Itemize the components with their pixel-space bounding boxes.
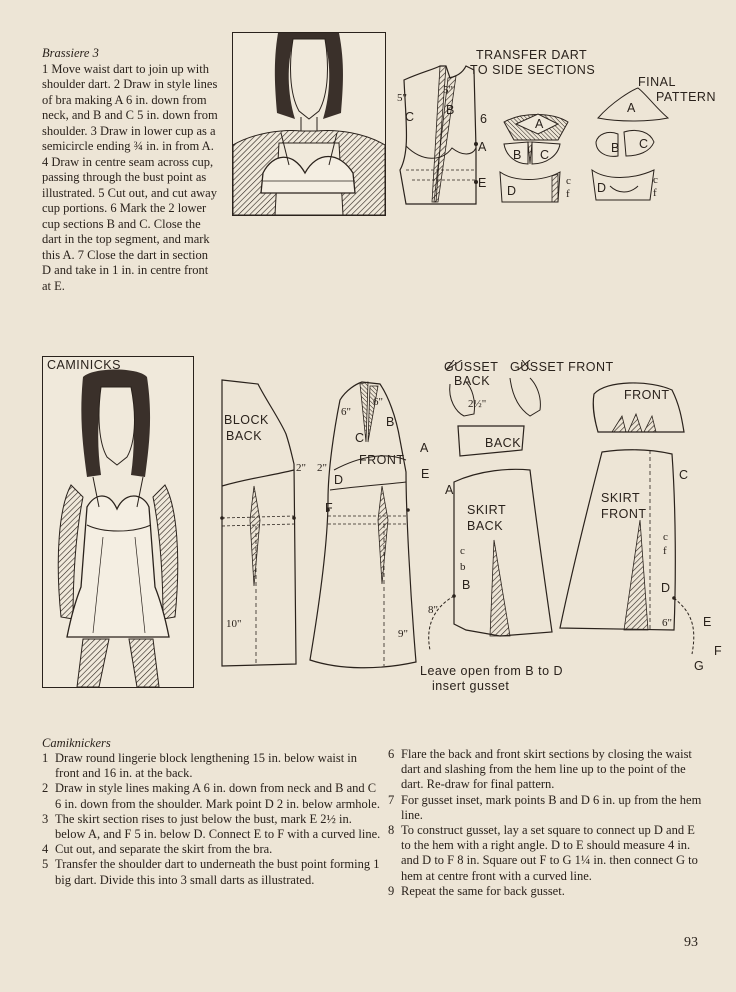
brassiere-instructions	[42, 46, 220, 294]
dim-2b: 2"	[317, 462, 327, 474]
skirt-back-1: SKIRT	[467, 503, 507, 517]
skirt-back-2: BACK	[467, 519, 504, 533]
transfer-c: C	[540, 148, 550, 162]
front-a: A	[420, 441, 429, 455]
transfer-f-small: f	[566, 188, 570, 200]
label-5a: 5"	[397, 92, 407, 104]
label-a: A	[478, 140, 487, 154]
transfer-a: A	[535, 117, 544, 131]
label-c: C	[405, 110, 415, 124]
block-back-1: BLOCK	[224, 413, 269, 427]
skirt-front-d: D	[661, 581, 671, 595]
front-c: C	[355, 431, 365, 445]
leave-open-note-1: Leave open from B to D	[420, 664, 564, 678]
skirt-front-c-small: c	[663, 531, 668, 543]
instruction-item: 8 To construct gusset, lay a set square to connect up D and E to the hem with a right angle. D to E should measure 4 in. and D to F 8 in. Square out F to G 1¼ in. then connect G to hem at centre front with a curved line.	[388, 823, 698, 883]
skirt-back-c: c	[460, 545, 465, 557]
dim-6: 6"	[662, 617, 672, 629]
final-f-small: f	[653, 187, 657, 199]
skirt-front-1: SKIRT	[601, 491, 641, 505]
transfer-b: B	[513, 148, 522, 162]
final-c: C	[639, 137, 649, 151]
caminicks-panel-title: CAMINICKS	[47, 358, 121, 372]
instruction-item: 4 Cut out, and separate the skirt from the bra.	[42, 842, 273, 857]
instructions-right-column	[388, 747, 704, 899]
instruction-item: 6 Flare the back and front skirt sections by closing the waist dart and slashing from the hem line up to the point of the dart. Re-draw for final pattern.	[388, 747, 692, 792]
skirt-front-2: FRONT	[601, 507, 647, 521]
transfer-d: D	[507, 184, 517, 198]
brassiere-heading: Brassiere 3	[42, 46, 99, 60]
bra-back-label: BACK	[485, 436, 522, 450]
label-e: E	[478, 176, 487, 190]
block-back-2: BACK	[226, 429, 263, 443]
gusset-e: E	[703, 615, 712, 629]
skirt-back-b-small: b	[460, 561, 466, 573]
dim-6a: 6"	[341, 406, 351, 418]
gusset-front: GUSSET FRONT	[510, 360, 614, 374]
dim-6b: 6"	[373, 396, 383, 408]
skirt-front-c: C	[679, 468, 689, 482]
front-label: FRONT	[359, 453, 405, 467]
transfer-c-small: c	[566, 175, 571, 187]
final-a: A	[627, 101, 636, 115]
skirt-back-a: A	[445, 483, 454, 497]
front-d: D	[334, 473, 344, 487]
final-title-2: PATTERN	[656, 90, 716, 104]
final-title-1: FINAL	[638, 75, 676, 89]
instruction-item: 9 Repeat the same for back gusset.	[388, 883, 565, 898]
skirt-front-f-small: f	[663, 545, 667, 557]
label-5b: 5"	[443, 84, 453, 96]
dim-8: 8"	[428, 604, 438, 616]
leave-open-note-2: insert gusset	[432, 679, 510, 693]
label-6: 6	[480, 112, 488, 126]
front-f: F	[325, 501, 334, 515]
camiknickers-heading: Camiknickers	[42, 736, 111, 750]
front-b: B	[386, 415, 395, 429]
final-b: B	[611, 141, 620, 155]
brassiere-illustration-panel	[232, 32, 386, 216]
instruction-item: 7 For gusset inset, mark points B and D 6 in. up from the hem line.	[388, 792, 702, 822]
front-e: E	[421, 467, 430, 481]
dim-9: 9"	[398, 628, 408, 640]
brassiere-figure-image	[233, 33, 385, 215]
instructions-left-column	[42, 751, 382, 888]
instruction-item: 1 Draw round lingerie block lengthening 15 in. below waist in front and 16 in. at the back.	[42, 751, 358, 781]
gusset-f: F	[714, 644, 723, 658]
gusset-g: G	[694, 659, 705, 673]
label-b: B	[446, 103, 455, 117]
instruction-item: 3 The skirt section rises to just below the bust, mark E 2½ in. below A, and F 5 in. below D. Connect E to F with a curved line.	[42, 811, 381, 842]
transfer-title-1: TRANSFER DART	[476, 48, 588, 62]
caminicks-figure-image	[43, 357, 193, 687]
transfer-title-2: TO SIDE SECTIONS	[470, 63, 596, 77]
gusset-back-2: BACK	[454, 374, 491, 388]
page-number: 93	[684, 935, 698, 950]
brassiere-body: 1 Move waist dart to join up with shoulder dart. 2 Draw in style lines of bra making A 6 in. down from neck, and B and C 5 in. down from shoulder. 3 Draw in lower cup as a semicircle ending ¾ in. in from A. 4 Draw in centre seam across cup, passing through the bust point as illustrated. 5 Cut out, and cut away cup portions. 6 Mark the 2 lower cup sections B and C. Close the dart in the top segment, and mark this A. 7 Close the dart in section D and take in 1 in. in centre front at E.	[42, 61, 218, 293]
instruction-item: 5 Transfer the shoulder dart to underneath the bust point forming 1 big dart. Divide this into 3 small darts as illustrated.	[42, 857, 380, 887]
bra-front-label: FRONT	[624, 388, 670, 402]
caminicks-illustration-panel	[42, 356, 194, 688]
skirt-back-b: B	[462, 578, 471, 592]
final-c-small: c	[653, 174, 658, 186]
instruction-item: 2 Draw in style lines making A 6 in. down from neck and B and C 6 in. down from the shoulder. Mark point D 2 in. below armhole.	[42, 781, 380, 811]
dim-2a: 2"	[296, 462, 306, 474]
dim-2-half: 2½"	[468, 398, 487, 410]
final-d: D	[597, 181, 607, 195]
gusset-back-1: GUSSET	[444, 360, 499, 374]
dim-10: 10"	[226, 618, 242, 630]
